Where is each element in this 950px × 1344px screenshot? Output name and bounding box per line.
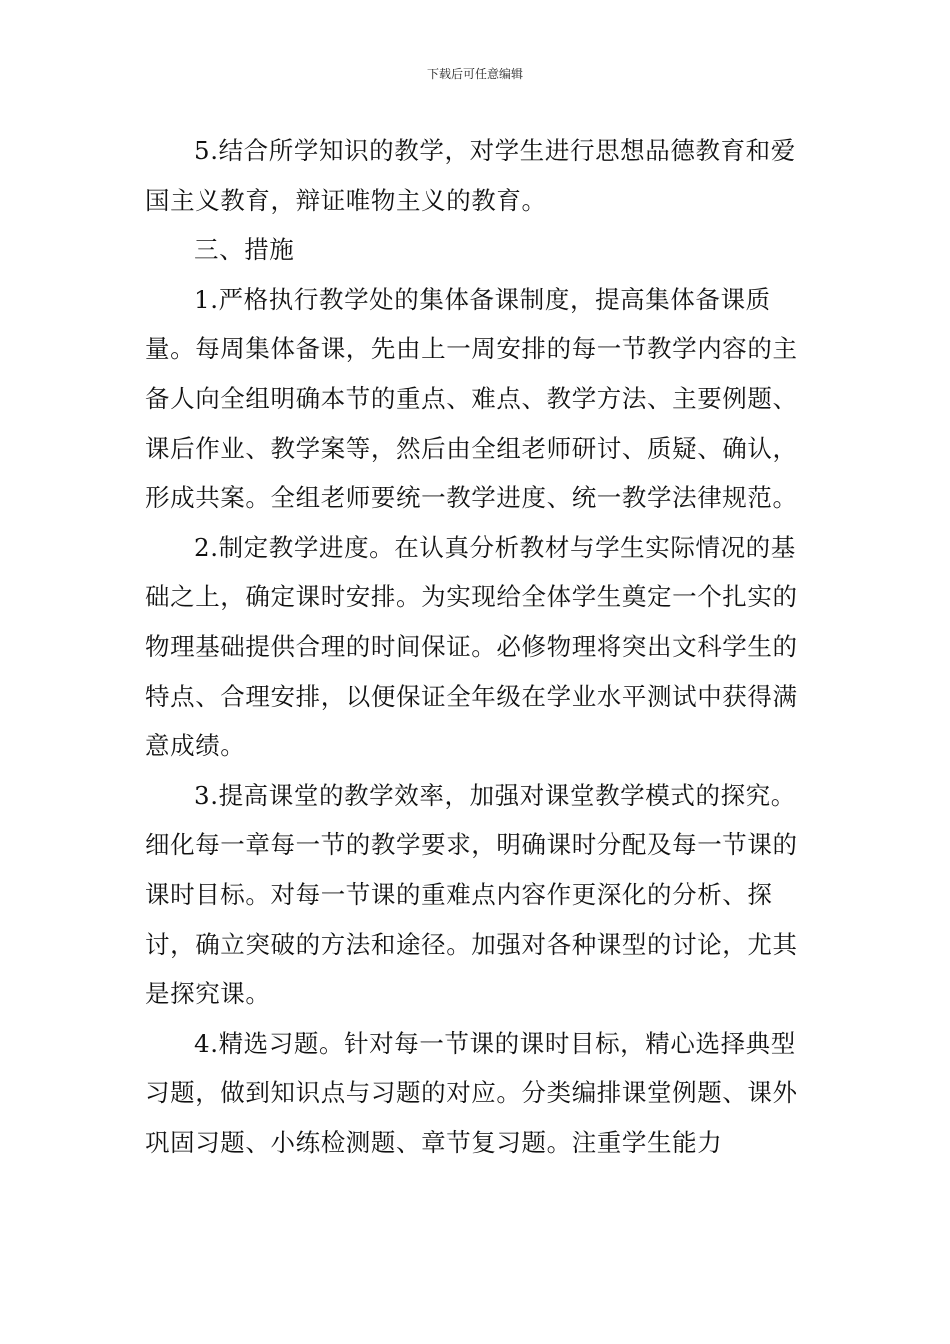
paragraph-measure-4: 4.精选习题。针对每一节课的课时目标，精心选择典型习题，做到知识点与习题的对应。分类编排课堂例题、课外巩固习题、小练检测题、章节复习题。注重学生能力: [145, 1028, 798, 1157]
document-body: [145, 126, 815, 1167]
paragraph-item-5: 5.结合所学知识的教学，对学生进行思想品德教育和爱国主义教育，辩证唯物主义的教育。: [145, 136, 796, 215]
paragraph-measure-3: 3.提高课堂的教学效率，加强对课堂教学模式的探究。细化每一章每一节的教学要求，明确课时分配及每一节课的课时目标。对每一节课的重难点内容作更深化的分析、探讨，确立突破的方法和途径。加强对各种课型的讨论，尤其是探究课。: [145, 780, 798, 1009]
paragraph-measure-1: 1.严格执行教学处的集体备课制度，提高集体备课质量。每周集体备课，先由上一周安排的每一节教学内容的主备人向全组明确本节的重点、难点、教学方法、主要例题、课后作业、教学案等，然后由全组老师研讨、质疑、确认，形成共案。全组老师要统一教学进度、统一教学法律规范。: [145, 284, 798, 513]
page-header: 下载后可任意编辑: [426, 67, 523, 81]
paragraph-measure-2: 2.制定教学进度。在认真分析教材与学生实际情况的基础之上，确定课时安排。为实现给全体学生奠定一个扎实的物理基础提供合理的时间保证。必修物理将突出文科学生的特点、合理安排，以便保证全年级在学业水平测试中获得满意成绩。: [145, 532, 798, 761]
section-heading-measures: 三、措施: [194, 235, 295, 265]
